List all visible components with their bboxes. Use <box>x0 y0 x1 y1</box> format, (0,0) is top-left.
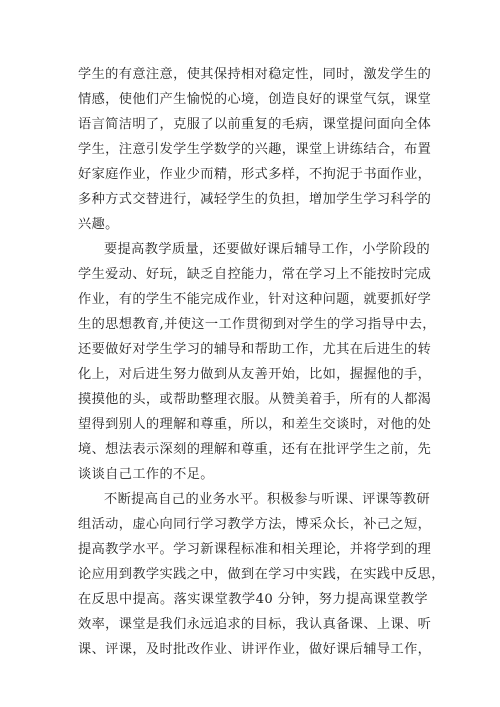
text-line: 语言简洁明了，克服了以前重复的毛病，课堂提问面向全体 <box>78 117 432 132</box>
text-line: 好家庭作业，作业少而精，形式多样，不拘泥于书面作业， <box>78 167 432 182</box>
text-line: 课、评课，及时批改作业、讲评作业，做好课后辅导工作， <box>78 642 432 657</box>
text-line: 望得到别人的理解和尊重，所以，和差生交谈时，对他的处 <box>78 417 432 432</box>
text-line: 提高教学水平。学习新课程标准和相关理论，并将学到的理 <box>78 542 432 557</box>
text-line: 谈谈自己工作的不足。 <box>78 467 214 482</box>
paragraph-2 <box>78 237 436 487</box>
text-line: 兴趣。 <box>78 217 119 232</box>
text-line: 还要做好对学生学习的辅导和帮助工作，尤其在后进生的转 <box>78 342 432 357</box>
text-line: 学生的有意注意，使其保持相对稳定性，同时，激发学生的 <box>78 67 432 82</box>
text-line: 要提高教学质量，还要做好课后辅导工作，小学阶段的 <box>104 242 431 257</box>
text-line: 不断提高自己的业务水平。积极参与听课、评课等教研 <box>104 492 431 507</box>
text-line: 多种方式交替进行，减轻学生的负担，增加学生学习科学的 <box>78 192 432 207</box>
text-line: 论应用到教学实践之中，做到在学习中实践，在实践中反思， <box>78 567 445 582</box>
text-line: 作业，有的学生不能完成作业，针对这种问题，就要抓好学 <box>78 292 432 307</box>
text-line: 学生爱动、好玩，缺乏自控能力，常在学习上不能按时完成 <box>78 267 432 282</box>
text-line: 效率，课堂是我们永远追求的目标，我认真备课、上课、听 <box>78 617 432 632</box>
text-line: 化上，对后进生努力做到从友善开始，比如，握握他的手， <box>78 367 432 382</box>
paragraph-3 <box>78 487 445 662</box>
paragraph-1 <box>78 62 432 237</box>
text-line: 组活动，虚心向同行学习教学方法，博采众长，补己之短， <box>78 517 432 532</box>
text-line: 在反思中提高。落实课堂教学40 分钟，努力提高课堂教学 <box>78 592 428 607</box>
text-line: 情感，使他们产生愉悦的心境，创造良好的课堂气氛，课堂 <box>78 92 432 107</box>
document-body <box>78 62 445 662</box>
text-line: 摸摸他的头，或帮助整理衣服。从赞美着手，所有的人都渴 <box>78 392 432 407</box>
text-line: 学生，注意引发学生学数学的兴趣，课堂上讲练结合，布置 <box>78 142 432 157</box>
text-line: 生的思想教育,并使这一工作贯彻到对学生的学习指导中去， <box>78 317 436 332</box>
text-line: 境、想法表示深刻的理解和尊重，还有在批评学生之前，先 <box>78 442 432 457</box>
